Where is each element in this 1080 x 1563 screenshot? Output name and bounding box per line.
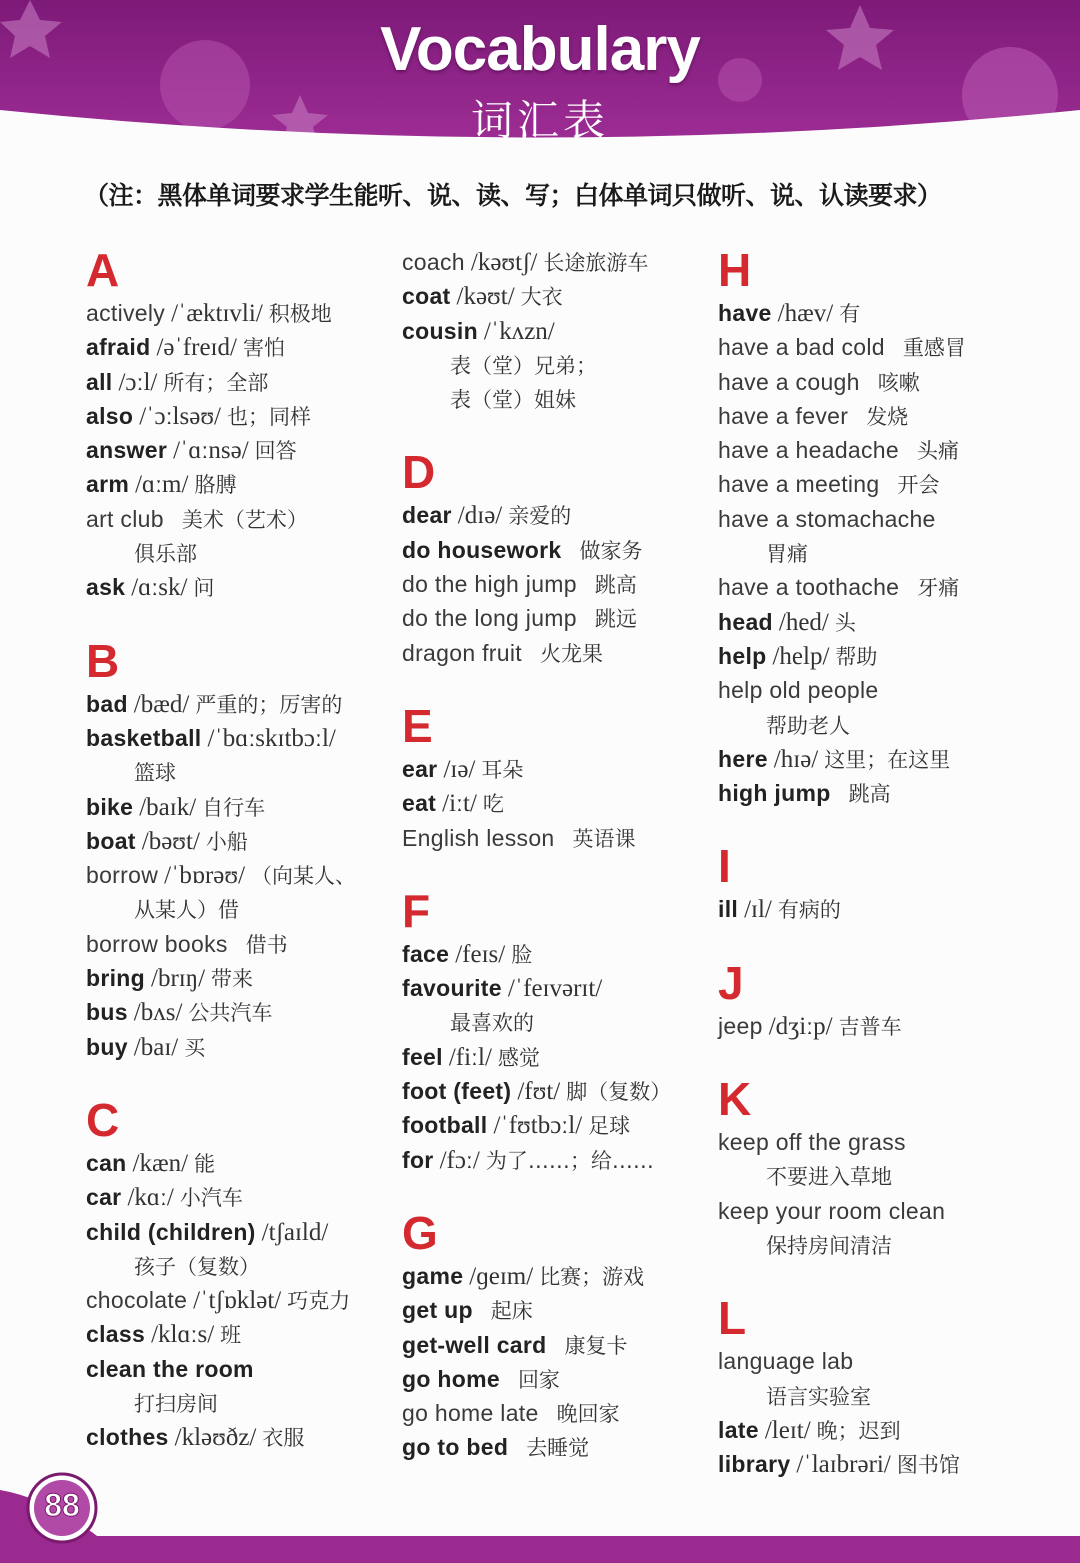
entry-word: can <box>86 1149 127 1176</box>
entry-continuation <box>718 1228 1048 1262</box>
entry-word: jeep <box>718 1012 763 1039</box>
entry-word: have a cough <box>718 368 860 395</box>
section-letter: C <box>86 1093 120 1146</box>
entry-meaning: 吃 <box>482 792 504 817</box>
page-number: 88 <box>44 1487 80 1523</box>
vocab-entry <box>718 570 1048 604</box>
entry-phonetic: /ˈtʃɒklət/ <box>193 1287 282 1315</box>
entry-word: art club <box>86 505 164 532</box>
entry-meaning: 跳高 <box>594 573 637 598</box>
vocab-entry <box>718 365 1048 399</box>
vocab-entry <box>718 330 1048 364</box>
entry-phonetic: /hɪə/ <box>773 745 819 773</box>
entry-word: answer <box>86 437 168 464</box>
vocab-entry <box>86 995 416 1029</box>
entry-meaning: 表（堂）兄弟； <box>450 353 597 378</box>
vocab-entry <box>86 1352 416 1386</box>
entry-continuation <box>86 1249 416 1283</box>
entry-word: head <box>718 608 773 635</box>
entry-meaning: 足球 <box>588 1114 631 1139</box>
vocab-entry <box>86 1146 416 1180</box>
entry-continuation <box>86 892 416 926</box>
entry-phonetic: /help/ <box>772 642 830 670</box>
entry-phonetic: /ˈfeɪvərɪt/ <box>507 975 603 1003</box>
vocab-entry <box>86 961 416 995</box>
entry-word: do housework <box>402 536 562 563</box>
entry-meaning: 巧克力 <box>287 1289 351 1314</box>
vocab-entry <box>718 1344 1048 1378</box>
entry-phonetic: /ɡeɪm/ <box>469 1262 534 1290</box>
entry-word: face <box>402 940 450 967</box>
entry-meaning: 小船 <box>205 829 248 854</box>
section-letter: F <box>402 884 431 937</box>
entry-meaning: 为了……；给…… <box>485 1148 654 1173</box>
entry-word: have a fever <box>718 402 849 429</box>
entry-word: cousin <box>402 317 478 344</box>
entry-meaning: 胳膊 <box>194 473 237 498</box>
entry-continuation <box>86 1386 416 1420</box>
entry-phonetic: /ˈlaɪbrəri/ <box>796 1451 891 1479</box>
entry-continuation <box>718 1159 1048 1193</box>
section-letter: D <box>402 446 436 499</box>
entry-word: boat <box>86 827 136 854</box>
vocab-entry <box>86 502 416 536</box>
vocab-entry <box>86 1283 416 1317</box>
entry-phonetic: /kəʊt/ <box>456 283 515 311</box>
vocab-entry <box>86 1030 416 1064</box>
section-letter: I <box>718 840 731 893</box>
entry-word: all <box>86 368 113 395</box>
entry-phonetic: /tʃaɪld/ <box>261 1218 329 1246</box>
entry-meaning: 脸 <box>511 942 533 967</box>
entry-continuation <box>402 1005 732 1039</box>
vocab-entry <box>402 1328 732 1362</box>
entry-meaning: 牙痛 <box>917 576 960 601</box>
entry-continuation <box>402 348 732 382</box>
entry-meaning: 积极地 <box>268 302 332 326</box>
entry-meaning: 最喜欢的 <box>450 1011 534 1036</box>
entry-meaning: 表（堂）姐妹 <box>450 388 576 413</box>
vocab-entry <box>718 467 1048 501</box>
entry-word: actively <box>86 300 166 326</box>
entry-word: arm <box>86 471 130 498</box>
entry-meaning: 晚；迟到 <box>816 1418 901 1443</box>
section-letter: A <box>86 244 120 296</box>
vocab-entry <box>86 1420 416 1454</box>
entry-meaning: 自行车 <box>202 795 266 820</box>
entry-word: also <box>86 402 134 429</box>
vocab-entry <box>402 245 732 279</box>
entry-word: have a meeting <box>718 471 880 498</box>
entry-meaning: 长途旅游车 <box>543 251 649 275</box>
entry-meaning: 能 <box>194 1151 216 1176</box>
vocab-entry <box>402 1362 732 1396</box>
vocab-entry <box>86 824 416 858</box>
footer-decoration <box>0 1470 1080 1563</box>
entry-word: keep your room clean <box>718 1197 946 1224</box>
entry-phonetic: /əˈfreɪd/ <box>156 334 237 362</box>
entry-word: bus <box>86 999 128 1026</box>
entry-phonetic: /baɪ/ <box>133 1033 179 1061</box>
entry-word: basketball <box>86 724 202 751</box>
entry-phonetic: /ɔːl/ <box>118 368 158 396</box>
vocab-entry <box>718 673 1048 707</box>
entry-phonetic: /klɑːs/ <box>151 1321 215 1349</box>
section-letter: G <box>402 1206 438 1259</box>
entry-phonetic: /dʒiːp/ <box>768 1012 833 1040</box>
vocab-entry <box>86 570 416 604</box>
entry-word: coach <box>402 249 465 275</box>
entry-phonetic: /brɪŋ/ <box>151 965 206 993</box>
entry-word: for <box>402 1146 434 1173</box>
vocab-entry <box>402 567 732 601</box>
entry-meaning: 衣服 <box>262 1426 305 1451</box>
entry-word: have <box>718 300 772 326</box>
entry-continuation <box>718 708 1048 742</box>
entry-meaning: 耳朵 <box>481 757 524 782</box>
vocab-entry <box>402 971 732 1005</box>
entry-meaning: 美术（艺术） <box>181 507 308 532</box>
vocab-entry <box>86 927 416 961</box>
entry-meaning: 俱乐部 <box>134 542 197 567</box>
entry-phonetic: /feɪs/ <box>455 940 506 968</box>
entry-meaning: 回家 <box>517 1367 560 1392</box>
entry-meaning: 问 <box>193 576 215 601</box>
entry-word: coat <box>402 283 451 310</box>
entry-continuation <box>86 755 416 789</box>
entry-phonetic: /kæn/ <box>132 1149 189 1177</box>
entry-word: go to bed <box>402 1434 509 1461</box>
entry-meaning: 跳远 <box>594 607 637 632</box>
vocab-entry <box>718 1194 1048 1228</box>
section-letter: L <box>718 1292 747 1345</box>
entry-meaning: 不要进入草地 <box>766 1165 892 1190</box>
entry-word: football <box>402 1112 488 1139</box>
vocab-entry <box>718 502 1048 536</box>
entry-word: get-well card <box>402 1331 547 1358</box>
vocab-entry <box>402 1074 732 1108</box>
entry-word: feel <box>402 1043 443 1070</box>
entry-meaning: 晚回家 <box>556 1402 620 1427</box>
entry-continuation <box>402 382 732 416</box>
vocab-entry <box>86 399 416 433</box>
entry-phonetic: /ˈfʊtbɔːl/ <box>493 1112 583 1140</box>
vocab-entry <box>86 330 416 364</box>
entry-word: dear <box>402 502 452 529</box>
entry-meaning: 保持房间清洁 <box>766 1233 892 1258</box>
vocab-entry <box>86 1215 416 1249</box>
entry-meaning: 语言实验室 <box>766 1384 871 1409</box>
entry-word: class <box>86 1321 146 1348</box>
entry-meaning: 做家务 <box>579 538 643 563</box>
page-title: Vocabulary <box>380 15 700 84</box>
entry-meaning: 买 <box>184 1035 206 1060</box>
entry-meaning: 这里；在这里 <box>824 747 951 772</box>
vocab-entry <box>86 365 416 399</box>
entry-word: ill <box>718 896 739 923</box>
entry-meaning: 也；同样 <box>227 404 311 429</box>
vocab-entry <box>718 1125 1048 1159</box>
vocab-entry <box>718 399 1048 433</box>
entry-phonetic: /ɑːm/ <box>135 471 189 499</box>
entry-word: here <box>718 745 768 772</box>
entry-phonetic: /bæd/ <box>133 690 190 718</box>
entry-continuation <box>718 536 1048 570</box>
entry-meaning: 所有；全部 <box>163 370 269 395</box>
entry-word: bring <box>86 965 145 992</box>
entry-meaning: 孩子（复数） <box>134 1254 260 1279</box>
vocab-entry <box>402 601 732 635</box>
entry-phonetic: /kləʊðz/ <box>174 1424 257 1452</box>
vocab-entry <box>402 1396 732 1430</box>
vocab-entry <box>86 1180 416 1214</box>
entry-word: do the long jump <box>402 605 577 632</box>
entry-word: buy <box>86 1033 128 1060</box>
vocab-entry <box>718 1009 1048 1043</box>
entry-meaning: 打扫房间 <box>134 1392 218 1417</box>
entry-word: late <box>718 1416 759 1443</box>
entry-word: do the high jump <box>402 571 577 598</box>
entry-phonetic: /dɪə/ <box>457 502 503 530</box>
entry-phonetic: /hæv/ <box>777 300 834 327</box>
vocab-entry <box>718 1413 1048 1447</box>
entry-phonetic: /kəʊtʃ/ <box>470 249 538 276</box>
entry-meaning: 帮助 <box>835 644 878 669</box>
vocab-entry <box>718 296 1048 330</box>
entry-meaning: 班 <box>220 1323 242 1348</box>
entry-phonetic: /leɪt/ <box>764 1416 811 1444</box>
vocab-entry <box>402 821 732 855</box>
entry-continuation <box>718 1379 1048 1413</box>
section-letter: E <box>402 699 433 752</box>
entry-word: English lesson <box>402 824 555 851</box>
entry-meaning: 篮球 <box>134 761 176 786</box>
entry-word: have a toothache <box>718 574 900 601</box>
entry-word: high jump <box>718 780 831 807</box>
vocab-entry <box>718 742 1048 776</box>
entry-meaning: 重感冒 <box>902 336 966 361</box>
vocab-entry <box>402 1040 732 1074</box>
vocab-column-3 <box>718 244 1048 1481</box>
entry-word: language lab <box>718 1348 854 1375</box>
entry-word: bad <box>86 690 128 717</box>
page-subtitle: 词汇表 <box>470 96 609 145</box>
entry-word: help <box>718 642 767 669</box>
entry-meaning: 害怕 <box>242 336 285 361</box>
entry-phonetic: /ˈkʌzn/ <box>483 317 555 345</box>
vocab-entry <box>402 498 732 532</box>
entry-word: dragon fruit <box>402 639 522 666</box>
usage-note: （注：黑体单词要求学生能听、说、读、写；白体单词只做听、说、认读要求） <box>84 181 942 210</box>
vocab-entry <box>402 533 732 567</box>
entry-phonetic: /ˈæktɪvli/ <box>171 300 263 327</box>
entry-meaning: 严重的；厉害的 <box>195 692 343 717</box>
vocab-entry <box>86 687 416 721</box>
entry-phonetic: /ɪl/ <box>744 896 772 924</box>
entry-meaning: 吉普车 <box>838 1014 902 1039</box>
entry-word: afraid <box>86 334 151 361</box>
section-letter: J <box>718 956 744 1009</box>
entry-meaning: 图书馆 <box>896 1453 960 1478</box>
entry-meaning: 帮助老人 <box>766 713 850 738</box>
entry-phonetic: /bʌs/ <box>133 999 183 1027</box>
vocab-entry <box>86 467 416 501</box>
entry-meaning: 咳嗽 <box>877 370 920 395</box>
entry-phonetic: /ɑːsk/ <box>131 574 188 602</box>
vocab-entry <box>402 937 732 971</box>
entry-meaning: 有 <box>839 302 861 326</box>
entry-word: keep off the grass <box>718 1129 906 1156</box>
vocab-entry <box>718 639 1048 673</box>
vocab-entry <box>86 858 416 892</box>
entry-phonetic: /fɔː/ <box>439 1146 480 1174</box>
entry-continuation <box>86 536 416 570</box>
entry-word: clean the room <box>86 1355 254 1382</box>
entry-meaning: 胃痛 <box>766 542 808 567</box>
entry-phonetic: /baɪk/ <box>139 793 197 821</box>
entry-word: have a headache <box>718 437 899 464</box>
entry-phonetic: /bəʊt/ <box>141 827 200 855</box>
entry-meaning: 发烧 <box>866 404 909 429</box>
entry-word: chocolate <box>86 1287 188 1314</box>
vocab-column-2 <box>402 245 732 1465</box>
entry-word: bike <box>86 793 134 820</box>
entry-word: clothes <box>86 1424 169 1451</box>
vocab-entry <box>402 279 732 313</box>
entry-meaning: 带来 <box>211 967 254 992</box>
entry-meaning: 从某人）借 <box>134 898 239 923</box>
entry-word: borrow books <box>86 930 228 957</box>
entry-phonetic: /kɑː/ <box>127 1184 174 1212</box>
entry-meaning: 感觉 <box>497 1045 540 1070</box>
entry-phonetic: /hed/ <box>778 608 829 636</box>
vocab-entry <box>402 636 732 670</box>
section-letter: H <box>718 244 752 296</box>
vocab-entry <box>718 776 1048 810</box>
entry-word: have a stomachache <box>718 505 936 532</box>
vocab-entry <box>402 1293 732 1327</box>
entry-meaning: 亲爱的 <box>508 504 572 529</box>
entry-phonetic: /ˈbɒrəʊ/ <box>164 862 246 890</box>
vocab-entry <box>718 892 1048 926</box>
entry-phonetic: /ˈɑːnsə/ <box>173 437 249 465</box>
entry-meaning: 起床 <box>490 1299 533 1324</box>
entry-word: favourite <box>402 975 502 1002</box>
entry-phonetic: /iːt/ <box>442 790 477 818</box>
entry-meaning: 英语课 <box>572 826 636 851</box>
vocab-entry <box>402 1430 732 1464</box>
section-letter: B <box>86 634 120 687</box>
entry-meaning: 头 <box>834 610 856 635</box>
entry-phonetic: /ˈbɑːskɪtbɔːl/ <box>207 724 336 752</box>
vocab-entry <box>86 433 416 467</box>
entry-word: child (children) <box>86 1218 256 1245</box>
entry-phonetic: /ɪə/ <box>443 755 476 783</box>
entry-phonetic: /fiːl/ <box>448 1043 492 1071</box>
entry-meaning: 康复卡 <box>564 1333 628 1358</box>
entry-meaning: 脚（复数） <box>566 1080 672 1105</box>
entry-meaning: 去睡觉 <box>526 1436 590 1461</box>
entry-meaning: （向某人、 <box>251 864 357 889</box>
entry-word: go home late <box>402 1400 539 1427</box>
entry-meaning: 比赛；游戏 <box>539 1264 645 1289</box>
entry-word: library <box>718 1451 791 1478</box>
entry-word: eat <box>402 790 437 817</box>
entry-phonetic: /ˈɔːlsəʊ/ <box>139 402 221 430</box>
vocab-entry <box>402 314 732 348</box>
vocab-entry <box>86 721 416 755</box>
vocab-entry <box>402 1108 732 1142</box>
entry-phonetic: /fʊt/ <box>517 1078 561 1106</box>
entry-word: borrow <box>86 862 159 889</box>
vocab-entry <box>86 790 416 824</box>
vocab-entry <box>86 296 416 330</box>
entry-meaning: 大衣 <box>520 285 563 310</box>
entry-word: car <box>86 1184 122 1211</box>
entry-meaning: 火龙果 <box>539 641 603 666</box>
vocab-entry <box>718 433 1048 467</box>
entry-word: game <box>402 1262 464 1289</box>
vocab-entry <box>402 1143 732 1177</box>
entry-meaning: 开会 <box>897 473 940 498</box>
vocab-entry <box>402 786 732 820</box>
vocab-column-1 <box>86 244 416 1455</box>
entry-word: ask <box>86 574 126 601</box>
entry-meaning: 头痛 <box>917 439 959 464</box>
entry-word: ear <box>402 755 438 782</box>
entry-meaning: 跳高 <box>848 782 891 807</box>
vocab-entry <box>402 1259 732 1293</box>
entry-word: help old people <box>718 677 879 704</box>
vocab-entry <box>718 605 1048 639</box>
entry-meaning: 公共汽车 <box>188 1001 273 1026</box>
entry-meaning: 回答 <box>254 439 297 464</box>
vocab-entry <box>86 1317 416 1351</box>
entry-word: get up <box>402 1297 473 1324</box>
entry-word: go home <box>402 1365 500 1392</box>
entry-word: have a bad cold <box>718 334 885 361</box>
entry-meaning: 借书 <box>245 932 288 957</box>
vocab-entry <box>402 752 732 786</box>
entry-word: foot (feet) <box>402 1078 512 1105</box>
entry-meaning: 小汽车 <box>179 1186 243 1211</box>
entry-meaning: 有病的 <box>777 898 841 923</box>
section-letter: K <box>718 1073 752 1126</box>
